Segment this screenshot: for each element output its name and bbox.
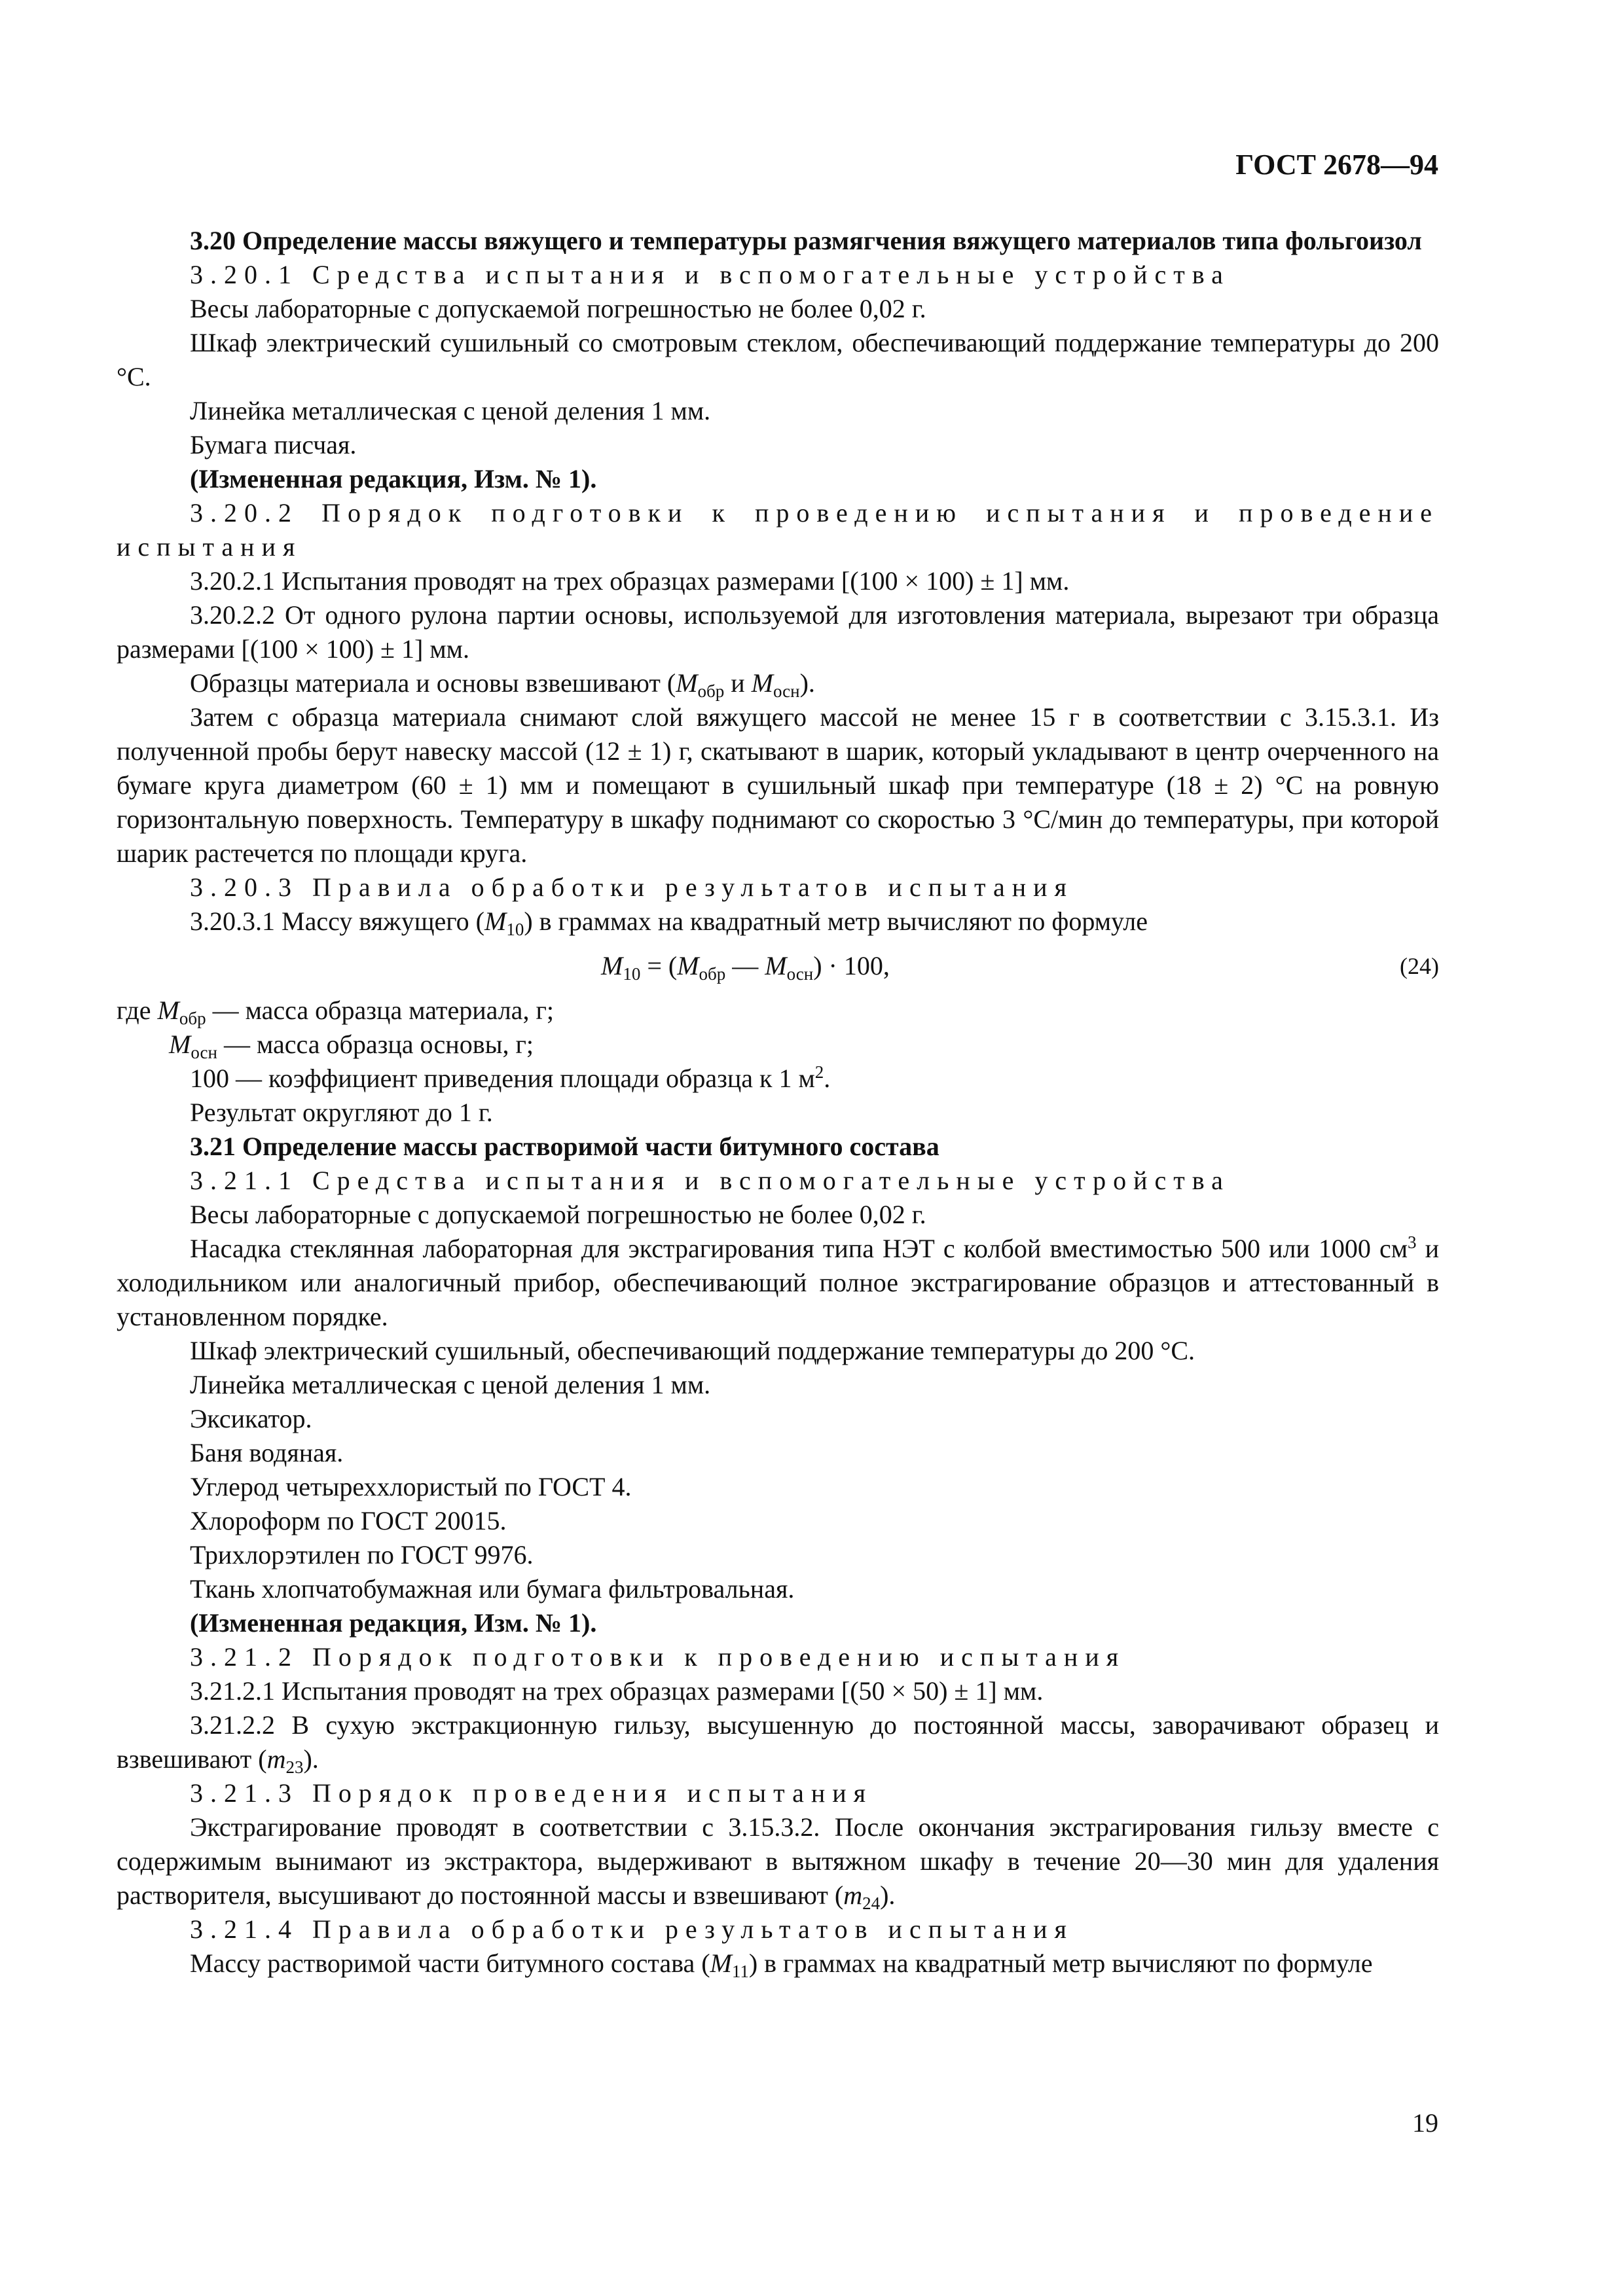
paragraph-oven: Шкаф электрический сушильный со смотровым стеклом, обеспечивающий поддержание температуры до 200 °С. (117, 328, 1439, 391)
paragraph-trichloroethylene: Трихлорэтилен по ГОСТ 9976. (190, 1540, 534, 1570)
section-3-20-2-heading: 3.20.2 Порядок подготовки к проведению испытания и проведение испытания (117, 498, 1439, 562)
legend-m-osn: $M_{осн}$ — масса образца основы, г; (169, 1030, 534, 1062)
document-code-header: ГОСТ 2678—94 (1235, 149, 1438, 181)
formula-number: (24) (1400, 953, 1439, 979)
paragraph-desiccator: Эксикатор. (190, 1404, 312, 1433)
legend-coefficient: 100 — коэффициент приведения площади образца к 1 $м^2$. (190, 1062, 831, 1093)
legend-m-obr: где $M_{обр}$ — масса образца материала, г; (117, 996, 554, 1028)
paragraph-rounding: Результат округляют до 1 г. (190, 1098, 493, 1127)
paragraph-ruler-2: Линейка металлическая с ценой деления 1 мм. (190, 1370, 711, 1399)
section-3-21-1-heading: 3.21.1 Средства испытания и вспомогательные устройства (190, 1166, 1230, 1195)
paragraph-weigh-samples: Образцы материала и основы взвешивают ($M_{обр}$ и $M_{осн}$). (190, 668, 815, 701)
page-number: 19 (1412, 2108, 1438, 2138)
paragraph-3-21-2-2: 3.21.2.2 В сухую экстракционную гильзу, высушенную до постоянной массы, заворачивают образец и взвешивают $(m_{23})$. (117, 1710, 1439, 1777)
paragraph-extraction: Экстрагирование проводят в соответствии с 3.15.3.2. После окончания экстрагирования гильзу вместе с содержимым вынимают из экстрактора, выдерживают в вытяжном шкафу в течение 20—30 мин для удаления растворителя, высушивают до постоянной массы и взвешивают $(m_{24})$. (117, 1812, 1439, 1913)
paragraph-3-20-3-1: 3.20.3.1 Массу вяжущего $(M_{10})$ в граммах на квадратный метр вычисляют по формуле (190, 906, 1148, 939)
paragraph-carbon-tetrachloride: Углерод четыреххлористый по ГОСТ 4. (190, 1472, 632, 1501)
paragraph-paper: Бумага писчая. (190, 430, 357, 459)
paragraph-3-21-2-1: 3.21.2.1 Испытания проводят на трех образцах размерами [(50 × 50) ± 1] мм. (190, 1676, 1044, 1706)
paragraph-ruler: Линейка металлическая с ценой деления 1 мм. (190, 396, 711, 425)
section-3-20-3-heading: 3.20.3 Правила обработки результатов испытания (190, 872, 1074, 902)
amendment-note-2: (Измененная редакция, Изм. № 1). (190, 1608, 597, 1638)
formula-24 (117, 939, 1439, 994)
paragraph-procedure: Затем с образца материала снимают слой вяжущего массой не менее 15 г в соответствии с 3.15.3.1. Из полученной пробы берут навеску массой (12 ± 1) г, скатывают в шарик, который укладывают в центр очерченного на бумаге круга диаметром (60 ± 1) мм и помещают в сушильный шкаф при температуре (18 ± 2) °С на ровную горизонтальную поверхность. Температуру в шкафу поднимают со скоростью 3 °С/мин до температуры, при которой шарик растечется по площади круга. (117, 702, 1439, 868)
formula-expression: $M_{10} = (M_{обр}$ — $M_{осн}) \cdot 100$, (601, 951, 890, 984)
paragraph-oven-2: Шкаф электрический сушильный, обеспечивающий поддержание температуры до 200 °С. (190, 1336, 1195, 1365)
paragraph-nozzle: Насадка стеклянная лабораторная для экстрагирования типа НЭТ с колбой вместимостью 500 или 1000 $см^3$ и холодильником или аналогичный прибор, обеспечивающий полное экстрагирование образцов и аттестованный в установленном порядке. (117, 1232, 1440, 1331)
section-3-21-3-heading: 3.21.3 Порядок проведения испытания (190, 1778, 873, 1808)
paragraph-3-20-2-1: 3.20.2.1 Испытания проводят на трех образцах размерами [(100 × 100) ± 1] мм. (190, 566, 1070, 596)
section-3-20-title: 3.20 Определение массы вяжущего и температуры размягчения вяжущего материалов типа фольгоизол (190, 226, 1422, 255)
paragraph-chloroform: Хлороформ по ГОСТ 20015. (190, 1506, 507, 1535)
section-3-20-1-heading: 3.20.1 Средства испытания и вспомогательные устройства (190, 260, 1230, 289)
section-3-21-2-heading: 3.21.2 Порядок подготовки к проведению испытания (190, 1642, 1126, 1672)
paragraph-3-20-2-2: 3.20.2.2 От одного рулона партии основы, используемой для изготовления материала, вырезают три образца размерами [(100 × 100) ± 1] мм. (117, 600, 1439, 664)
section-3-21-title: 3.21 Определение массы растворимой части битумного состава (190, 1132, 939, 1161)
paragraph-3-21-4-formula-intro: Массу растворимой части битумного состава $(M_{11})$ в граммах на квадратный метр вычисляют по формуле (190, 1948, 1373, 1981)
paragraph-fabric: Ткань хлопчатобумажная или бумага фильтровальная. (190, 1574, 795, 1604)
paragraph-scales-2: Весы лабораторные с допускаемой погрешностью не более 0,02 г. (190, 1200, 926, 1229)
paragraph-bath: Баня водяная. (190, 1438, 344, 1467)
section-3-21-4-heading: 3.21.4 Правила обработки результатов испытания (190, 1914, 1074, 1944)
paragraph-scales: Весы лабораторные с допускаемой погрешностью не более 0,02 г. (190, 294, 926, 323)
document-body (117, 224, 1439, 1981)
amendment-note: (Измененная редакция, Изм. № 1). (190, 464, 597, 493)
